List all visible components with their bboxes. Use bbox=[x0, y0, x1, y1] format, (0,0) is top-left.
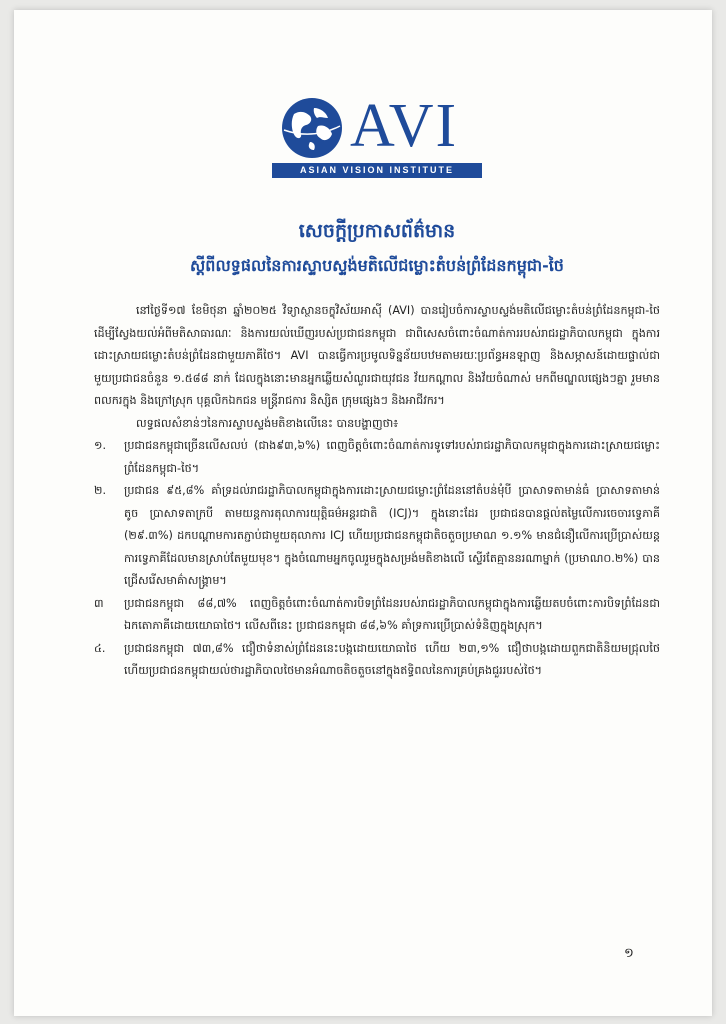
finding-item bbox=[94, 435, 660, 480]
finding-text: ប្រជាជនកម្ពុជា ៨៨,៧% ពេញចិត្តចំពោះចំណាត់ការបិទព្រំដែនរបស់រាជរដ្ឋាភិបាលកម្ពុជាក្នុងការឆ្លើយតបចំពោះការបិទព្រំដែនជាឯកតោភាគីដោយយោធាថៃ។ លើសពីនេះ ប្រជាជនកម្ពុជា ៨៨,៦% គាំទ្រការប្រើប្រាស់ទំនិញក្នុងស្រុក។ bbox=[124, 596, 660, 632]
finding-item bbox=[94, 638, 660, 683]
findings-list bbox=[94, 435, 660, 683]
document-body bbox=[94, 300, 660, 683]
page-subtitle: ស្តីពីលទ្ធផលនៃការស្ទាបស្ទង់មតិលើជម្លោះតំបន់ព្រំដែនកម្ពុជា-ថៃ bbox=[190, 256, 564, 275]
finding-number: ៣ bbox=[94, 596, 104, 610]
intro-paragraph: នៅថ្ងៃទី១៧ ខែមិថុនា ឆ្នាំ២០២៥ វិទ្យាស្ថានចក្ខុវិស័យអាស៊ី (AVI) បានរៀបចំការស្ទាបស្ទង់មតិលើជម្លោះតំបន់ព្រំដែនកម្ពុជា-ថៃ ដើម្បីស្វែងយល់អំពីមតិសាធារណៈ និងការយល់ឃើញរបស់ប្រជាជនកម្ពុជា ជាពិសេសចំពោះចំណាត់ការរបស់រាជរដ្ឋាភិបាលកម្ពុជា ក្នុងការដោះស្រាយជម្លោះតំបន់ព្រំដែនជាមួយភាគីថៃ។ AVI បានធ្វើការប្រមូលទិន្នន័យបឋមតាមរយៈប្រព័ន្ធអនឡាញ និងសម្ភាសន៍ដោយផ្ទាល់ជាមួយប្រជាជនចំនួន ១.៥៨៨ នាក់ ដែលក្នុងនោះមានអ្នកឆ្លើយសំណួរជាយុវជន វ័យកណ្តាល និងវ័យចំណាស់ មកពីមណ្ឌលផ្សេងៗគ្នា រួមមានពលករក្នុង និងក្រៅស្រុក បុគ្គលិកឯកជន មន្ត្រីរាជការ និស្សិត ក្រុមផ្សេងៗ និងអាជីវករ។ bbox=[94, 304, 660, 407]
finding-text: ប្រជាជន ៩៥,៨% គាំទ្រដល់រាជរដ្ឋាភិបាលកម្ពុជាក្នុងការដោះស្រាយជម្លោះព្រំដែននៅតំបន់មុំបី ប្រាសាទតាមាន់ធំ ប្រាសាទតាមាន់តូច ប្រាសាទតាក្របី តាមយន្តការតុលាការយុត្តិធម៌អន្តរជាតិ (ICJ)។ ក្នុងនោះដែរ ប្រជាជនបានផ្តល់តម្លៃលើការចេចារទ្វេភាគី (២៩.៣%) ដកបណ្តាមការតភ្ជាប់ជាមួយតុលាការ ICJ ហើយប្រជាជនកម្ពុជាតិចតួចប្រមាណ ១.១% មានជំនឿលើការប្រើប្រាស់យន្តការទ្វេភាគីដែលមានស្រាប់តែមួយមុខ។ ក្នុងចំណោមអ្នកចូលរួមក្នុងសម្រង់មតិខាងលើ ស្ទើរតែគ្មាននរណាម្នាក់ (ប្រមាណ០.២%) បានជ្រើសរើសមាគ៌ាសង្គ្រាម។ bbox=[124, 484, 660, 587]
finding-number: ២. bbox=[94, 484, 107, 497]
logo-wordmark: AVI bbox=[350, 92, 459, 160]
page-title: សេចក្តីប្រកាសព័ត៌មាន bbox=[298, 220, 456, 242]
finding-item bbox=[94, 593, 660, 638]
finding-number: ១. bbox=[94, 439, 107, 452]
findings-lead: លទ្ធផលសំខាន់ៗនៃការស្ទាបស្ទង់មតិខាងលើនេះ បានបង្ហាញថា៖ bbox=[136, 416, 399, 430]
document-page bbox=[14, 10, 712, 1016]
logo-subtitle: ASIAN VISION INSTITUTE bbox=[272, 163, 482, 178]
finding-text: ប្រជាជនកម្ពុជា ៧៣,៨% ជឿថាទំនាស់ព្រំដែននេះបង្កដោយយោធាថៃ ហើយ ២៣,១% ជឿថាបង្កដោយពួកជាតិនិយមជ្រុលថៃ ហើយប្រជាជនកម្ពុជាយល់ថារដ្ឋាភិបាលថៃមានអំណាចតិចតួចនៅក្នុងឥទ្ធិពលនៃការគ្រប់គ្រងជួររបស់ថៃ។ bbox=[124, 641, 660, 677]
globe-icon bbox=[280, 96, 344, 160]
finding-number: ៤. bbox=[94, 641, 106, 655]
avi-logo bbox=[272, 92, 482, 186]
finding-text: ប្រជាជនកម្ពុជាច្រើនលើសលប់ (ជាង៩៣,៦%) ពេញចិត្តចំពោះចំណាត់ការទូទៅរបស់រាជរដ្ឋាភិបាលកម្ពុជាក្នុងការដោះស្រាយជម្លោះព្រំដែនកម្ពុជា-ថៃ។ bbox=[124, 439, 660, 475]
finding-item bbox=[94, 480, 660, 593]
page-number: ១ bbox=[624, 946, 634, 961]
